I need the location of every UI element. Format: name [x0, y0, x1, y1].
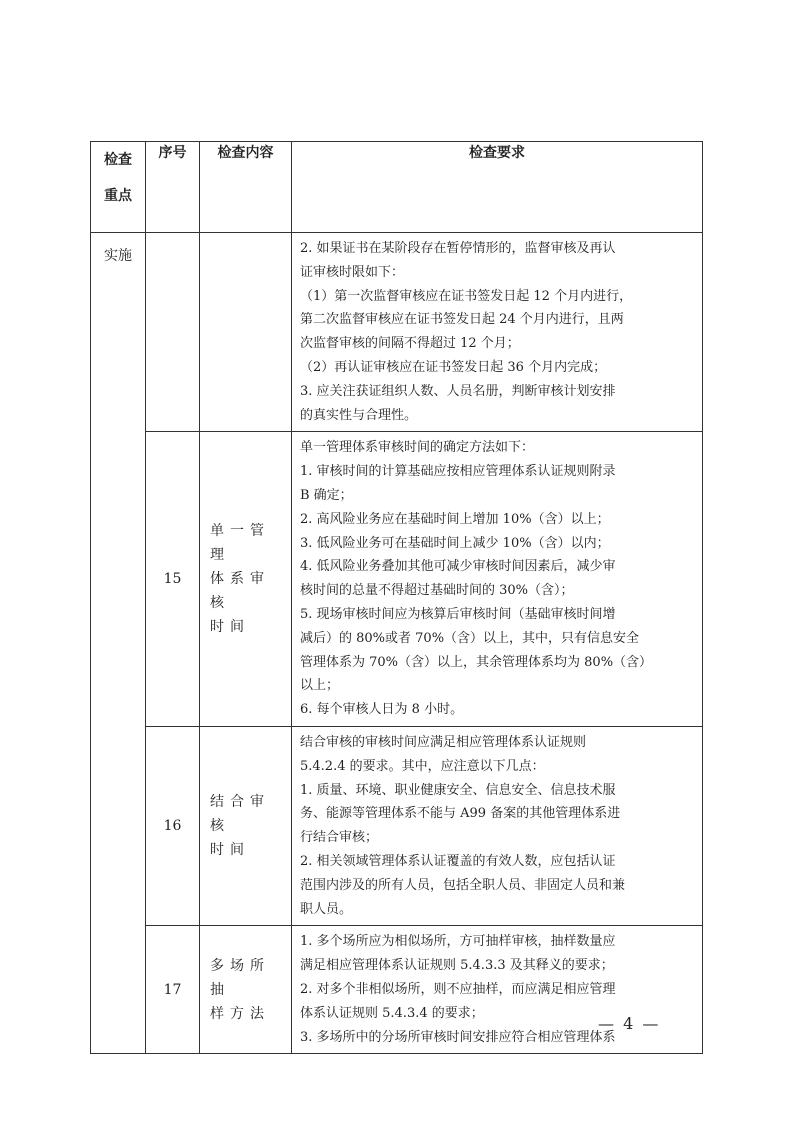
req-line: B 确定； [300, 487, 353, 503]
req-line: 满足相应管理体系认证规则 5.4.3.3 及其释义的要求； [300, 958, 614, 974]
req-line: 5.4.2.4 的要求。其中，应注意以下几点： [300, 758, 545, 774]
req-cell [292, 432, 703, 727]
req-line: 3. 多场所中的分场所审核时间安排应符合相应管理体系 [300, 1029, 616, 1045]
header-seq: 序号 [146, 142, 200, 233]
req-line: 1. 质量、环境、职业健康安全、信息安全、信息技术服 [300, 782, 616, 798]
header-focus [91, 142, 146, 233]
req-line: （2）再认证审核应在证书签发日起 36 个月内完成； [300, 359, 607, 375]
req-cell [292, 726, 703, 925]
table-row [91, 233, 703, 432]
req-line: 3. 低风险业务可在基础时间上减少 10%（含）以内； [300, 535, 610, 551]
req-line: 6. 每个审核人日为 8 小时。 [300, 702, 464, 718]
req-line: 以上； [300, 678, 340, 694]
content-cell [200, 926, 292, 1054]
req-line: 职人员。 [300, 901, 353, 917]
content-line: 多场所抽 [210, 957, 270, 998]
req-cell [292, 233, 703, 432]
req-line: 结合审核的审核时间应满足相应管理体系认证规则 [300, 734, 587, 750]
req-cell [292, 926, 703, 1054]
table-header-row [91, 142, 703, 233]
seq-cell: 17 [146, 926, 200, 1054]
req-line: 3. 应关注获证组织人数、人员名册，判断审核计划安排 [300, 383, 616, 399]
table-row [91, 726, 703, 925]
content-cell [200, 726, 292, 925]
content-cell [200, 233, 292, 432]
content-line: 结合审核 [210, 794, 270, 835]
page-number: — 4 — [598, 1014, 661, 1033]
req-line: 第二次监督审核应在证书签发日起 24 个月内进行，且两 [300, 312, 624, 328]
seq-cell: 15 [146, 432, 200, 727]
req-line: 减后）的 80%或者 70%（含）以上，其中，只有信息安全 [300, 630, 640, 646]
req-line: 4. 低风险业务叠加其他可减少审核时间因素后，减少审 [300, 559, 616, 575]
req-line: 务、能源等管理体系不能与 A99 备案的其他管理体系进 [300, 806, 621, 822]
req-line: 2. 如果证书在某阶段存在暂停情形的，监督审核及再认 [300, 241, 616, 256]
req-line: 证审核时限如下： [300, 264, 405, 280]
header-req: 检查要求 [292, 142, 703, 233]
table-row [91, 432, 703, 727]
seq-cell: 16 [146, 726, 200, 925]
req-line: （1）第一次监督审核应在证书签发日起 12 个月内进行， [300, 288, 633, 304]
req-line: 行结合审核； [300, 830, 379, 846]
req-line: 2. 高风险业务应在基础时间上增加 10%（含）以上； [300, 511, 610, 527]
header-content: 检查内容 [200, 142, 292, 233]
req-line: 核时间的总量不得超过基础时间的 30%（含）； [300, 583, 574, 599]
focus-cell: 实施 [91, 233, 146, 1054]
header-focus-line-1: 检查 [104, 152, 132, 168]
req-line: 的真实性与合理性。 [300, 407, 418, 423]
header-focus-line-2: 重点 [104, 188, 132, 204]
inspection-table [90, 141, 703, 1054]
req-line: 1. 多个场所应为相似场所，方可抽样审核，抽样数量应 [300, 934, 616, 950]
table-row [91, 926, 703, 1054]
content-line: 时间 [210, 842, 250, 859]
req-line: 范围内涉及的所有人员，包括全职人员、非固定人员和兼 [300, 877, 626, 893]
content-line: 单一管理 [210, 523, 270, 564]
content-line: 体系审核 [210, 571, 270, 612]
content-line: 时间 [210, 619, 250, 636]
req-line: 单一管理体系审核时间的确定方法如下： [300, 440, 535, 456]
req-line: 次监督审核的间隔不得超过 12 个月； [300, 336, 520, 352]
req-line: 1. 审核时间的计算基础应按相应管理体系认证规则附录 [300, 464, 616, 480]
req-line: 2. 对多个非相似场所，则不应抽样，而应满足相应管理 [300, 981, 616, 997]
req-line: 5. 现场审核时间应为核算后审核时间（基础审核时间增 [300, 606, 616, 622]
content-line: 样方法 [210, 1005, 270, 1022]
seq-cell [146, 233, 200, 432]
req-line: 2. 相关领域管理体系认证覆盖的有效人数，应包括认证 [300, 853, 616, 869]
req-line: 体系认证规则 5.4.3.4 的要求； [300, 1005, 484, 1021]
content-cell [200, 432, 292, 727]
req-line: 管理体系为 70%（含）以上，其余管理体系均为 80%（含） [300, 654, 653, 670]
